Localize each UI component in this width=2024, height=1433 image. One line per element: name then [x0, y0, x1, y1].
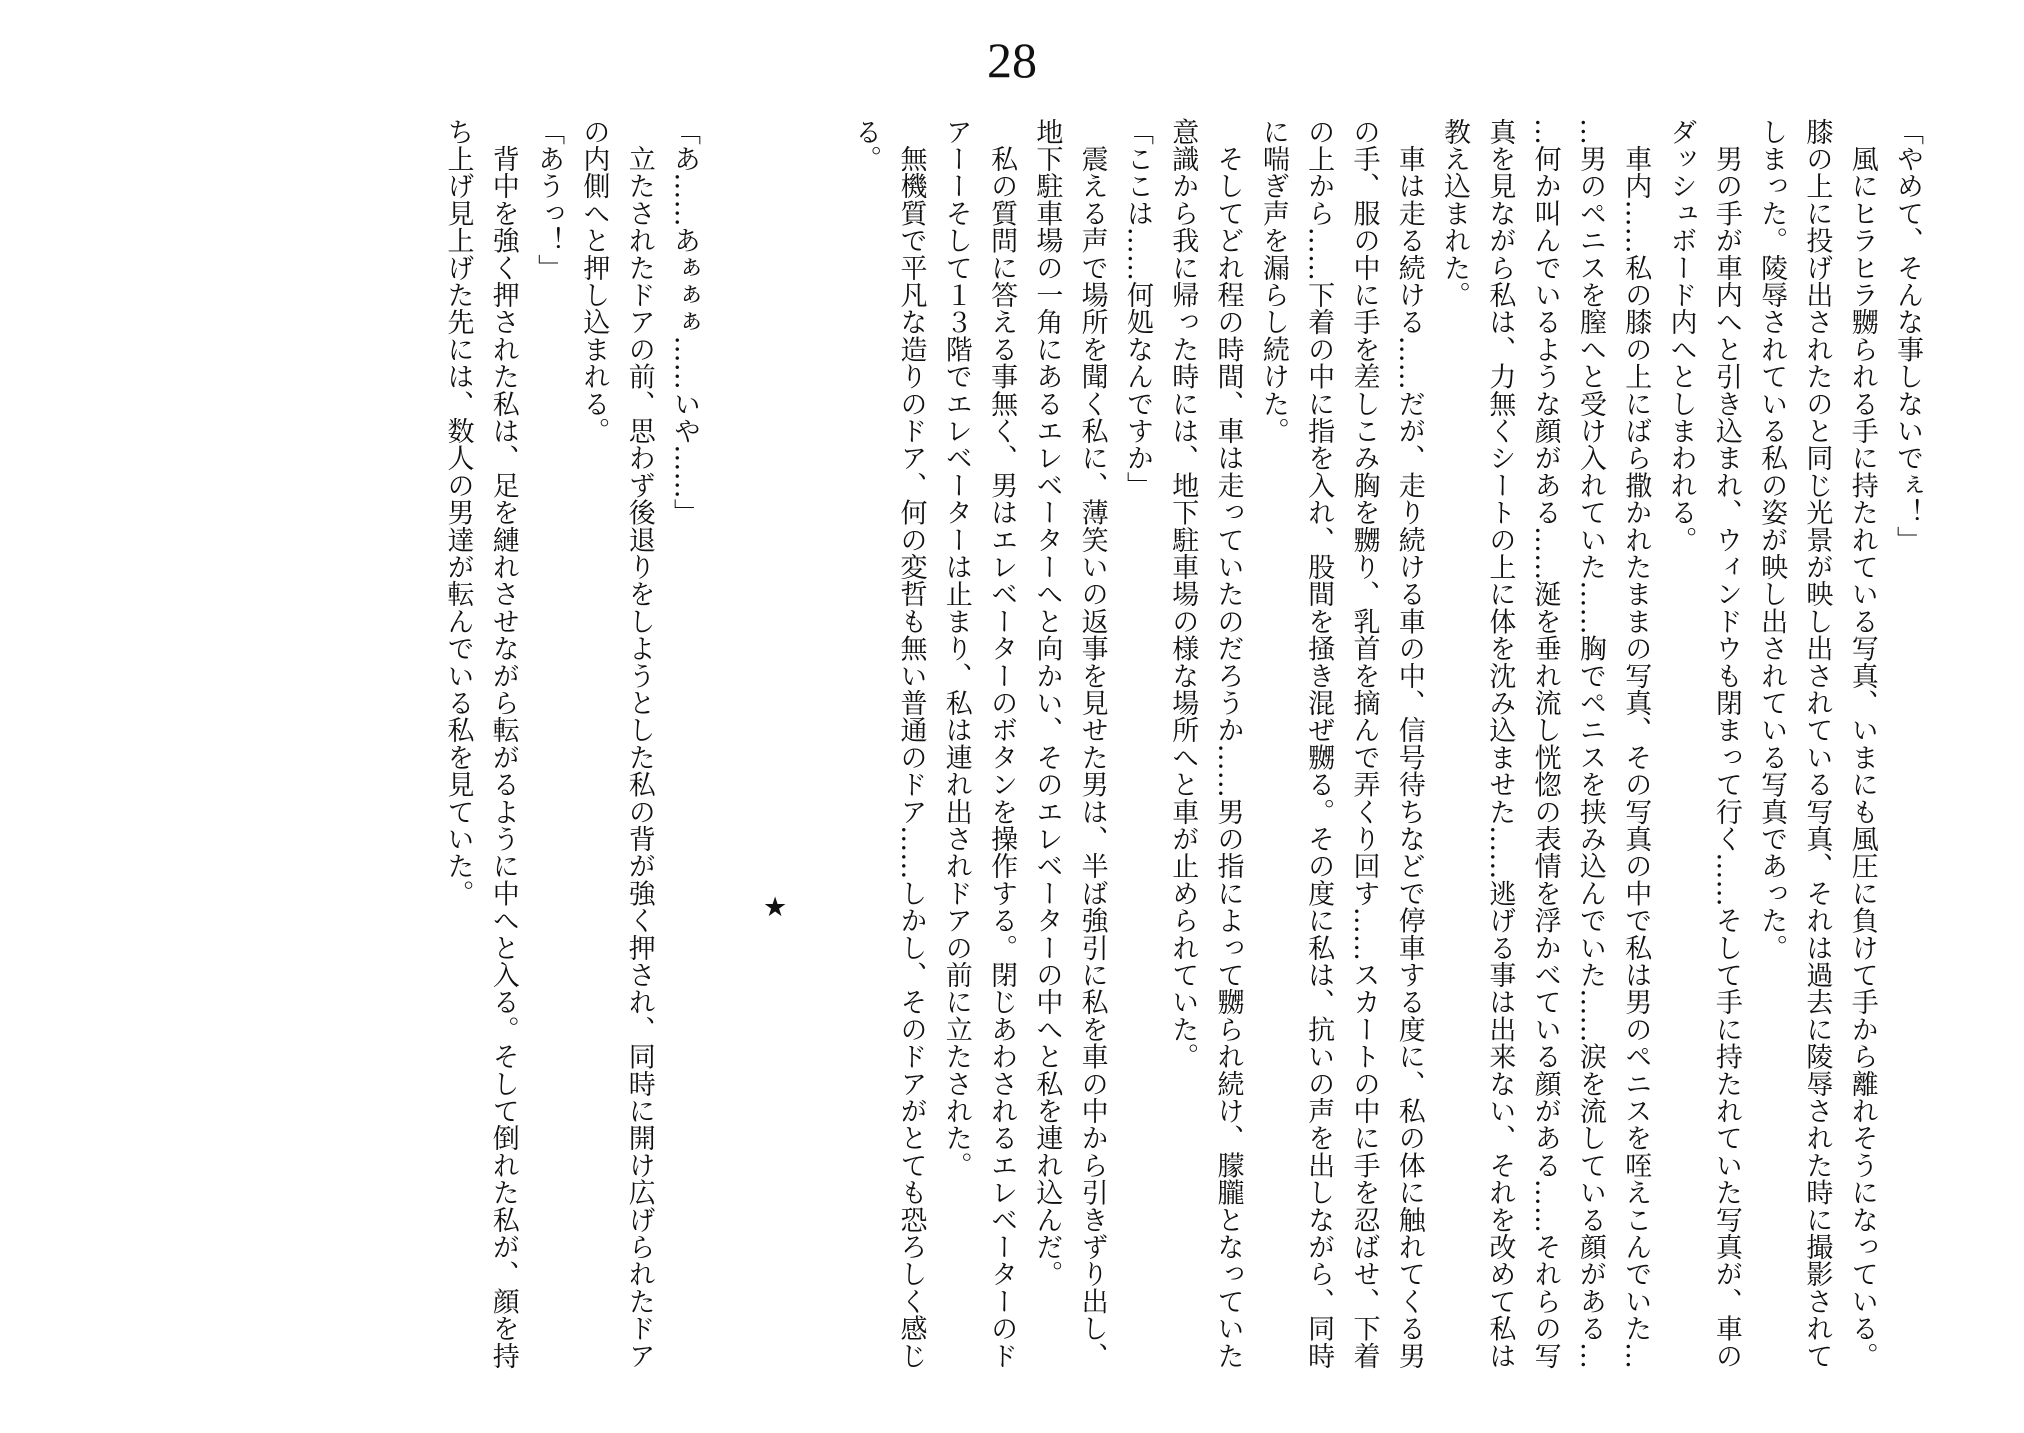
- paragraph: 「あうっ！」: [533, 118, 565, 282]
- paragraph: 背中を強く押された私は、足を縺れさせながら転がるように中へと入る。そして倒れた私が、顔を持 ち上げ見上げた先には、数人の男達が転んでいる私を見ていた。: [442, 118, 519, 1370]
- paragraph: 「あ……あぁぁぁ……いや……」: [668, 118, 700, 526]
- paragraph: そしてどれ程の時間、車は走っていたのだろうか……男の指によって嬲られ続け、朦朧となっていた 意識から我に帰った時には、地下駐車場の様な場所へと車が止められていた。: [1167, 118, 1244, 1370]
- paragraph: 「ここは……何処なんですか」: [1121, 118, 1153, 499]
- blank-line: [798, 118, 843, 1368]
- section-break-star: ★: [759, 892, 791, 924]
- page-number: 28: [987, 32, 1037, 88]
- blank-line: [707, 118, 752, 1368]
- paragraph: 立たされたドアの前、思わず後退りをしようとした私の背が強く押され、同時に開け広げられたドア の内側へと押し込まれる。: [578, 118, 655, 1370]
- paragraph: 私の質問に答える事無く、男はエレベーターのボタンを操作する。閉じあわされるエレベーターのド アーーそして１３階でエレベーターは止まり、私は連れ出されドアの前に立たされた。: [940, 118, 1018, 1370]
- paragraph: 「やめて、そんな事しないでぇ！」: [1892, 118, 1923, 554]
- paragraph: 男の手が車内へと引き込まれ、ウィンドウも閉まって行く……そして手に持たれていた写真が、車の ダッシュボード内へとしまわれる。: [1665, 118, 1742, 1370]
- paragraph: 車内……私の膝の上にばら撒かれたままの写真、その写真の中で私は男のペニスを咥えこんでいた… …男のペニスを膣へと受け入れていた……胸でペニスを挟み込んでいた……涙を流している顔がある… …何か叫んでいるような顔がある……涎を垂れ流し恍惚の表情を浮かべている顔がある……それらの写 真を見ながら私は、力無くシートの上に体を沈み込ませた……逃げる事は出来ない、それを改めて私は 教え込まれた。: [1439, 118, 1652, 1370]
- paragraph: 風にヒラヒラ嬲られる手に持たれている写真、いまにも風圧に負けて手から離れそうになっている。 膝の上に投げ出されたのと同じ光景が映し出されている写真、それは過去に陵辱された時に撮影されて しまった。陵辱されている私の姿が映し出されている写真であった。: [1756, 118, 1878, 1370]
- paragraph: 車は走る続ける……だが、走り続ける車の中、信号待ちなどで停車する度に、私の体に触れてくる男 の手、服の中に手を差しこみ胸を嬲り、乳首を摘んで弄くり回す……スカートの中に手を忍ばせ、下着 の上から……下着の中に指を入れ、股間を掻き混ぜ嬲る。その度に私は、抗いの声を出しながら、同時 に喘ぎ声を漏らし続けた。: [1257, 118, 1425, 1370]
- paragraph: 震える声で場所を聞く私に、薄笑いの返事を見せた男は、半ば強引に私を車の中から引きずり出し、 地下駐車場の一角にあるエレベーターへと向かい、そのエレベーターの中へと私を連れ込んだ。: [1031, 118, 1108, 1370]
- paragraph: 無機質で平凡な造りのドア、何の変哲も無い普通のドア……しかし、そのドアがとても恐ろしく感じ る。: [850, 118, 927, 1370]
- body-text: [435, 118, 1930, 1368]
